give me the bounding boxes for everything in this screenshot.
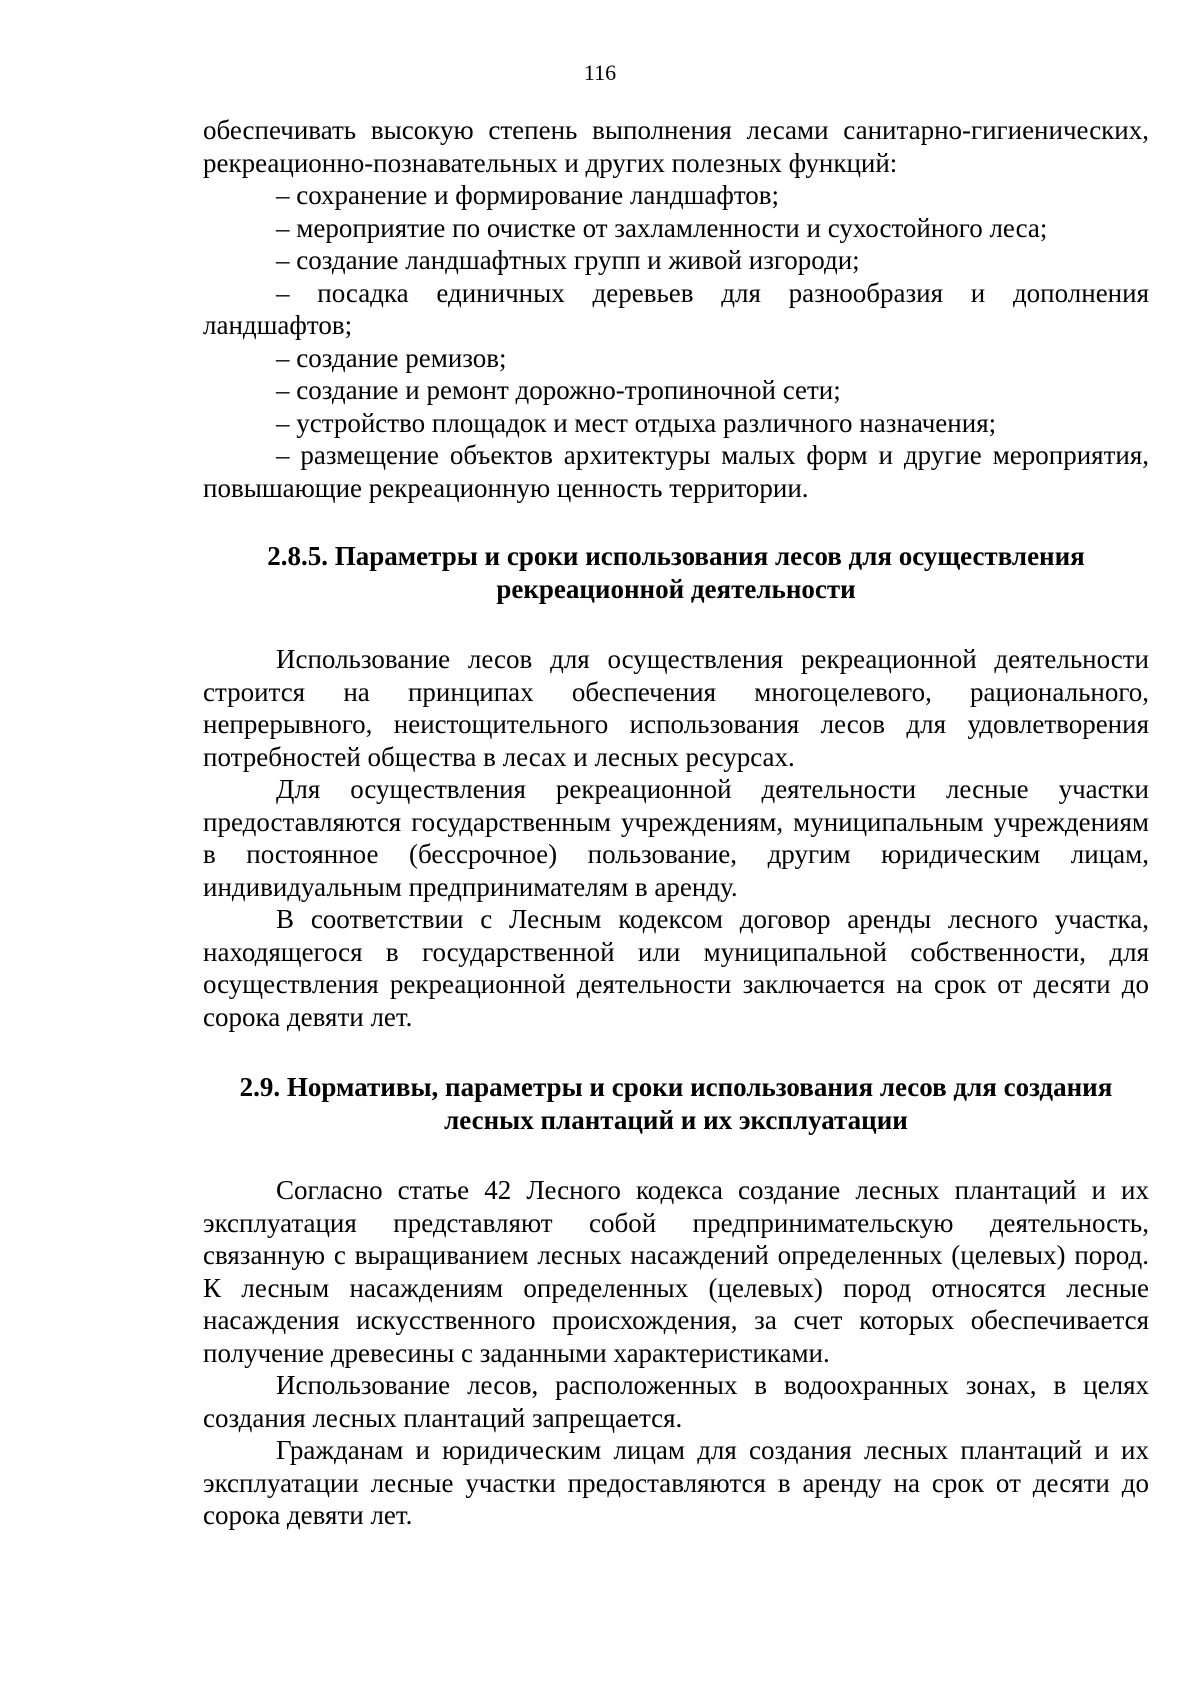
section-heading-2-8-5 [203,540,1149,605]
list-item: – посадка единичных деревьев для разнообразия и дополнения ландшафтов; [203,277,1149,340]
measures-list [203,179,1149,504]
list-item: – размещение объектов архитектуры малых форм и другие мероприятия, повышающие рекреационную ценность территории. [203,440,1149,503]
body-paragraph: Использование лесов, расположенных в водоохранных зонах, в целях создания лесных плантаций запрещается. [203,1370,1149,1433]
section-2-9-body [203,1174,1149,1532]
heading-line: 2.9. Нормативы, параметры и сроки использования лесов для создания [239,1072,1113,1102]
body-paragraph: Гражданам и юридическим лицам для создания лесных плантаций и их эксплуатации лесные участки предоставляются в аренду на срок от десяти до сорока девяти лет. [203,1435,1149,1530]
section-2-8-5-body [203,643,1149,1033]
body-paragraph: Согласно статье 42 Лесного кодекса создание лесных плантаций и их эксплуатация представляют собой предпринимательскую деятельность, связанную с выращиванием лесных насаждений определенных (целевых) пород. К лесным насаждениям определенных (целевых) пород относятся лесные насаждения искусственного происхождения, за счет которых обеспечивается получение древесины с заданными характеристиками. [203,1175,1149,1368]
section-heading-2-9 [203,1071,1149,1136]
list-item: – сохранение и формирование ландшафтов; [276,180,780,210]
body-paragraph: Для осуществления рекреационной деятельности лесные участки предоставляются государственным учреждениям, муниципальным учреждениям в постоянное (бессрочное) пользование, другим юридическим лицам, индивидуальным предпринимателям в аренду. [203,774,1149,902]
list-item: – создание и ремонт дорожно-тропиночной сети; [276,375,841,405]
list-item: – устройство площадок и мест отдыха различного назначения; [276,407,997,438]
list-item: – мероприятие по очистке от захламленности и сухостойного леса; [276,212,1048,243]
page-number: 116 [583,60,617,85]
body-paragraph: Использование лесов для осуществления рекреационной деятельности строится на принципах обеспечения многоцелевого, рационального, непрерывного, неистощительного использования лесов для удовлетворения потребностей общества в лесах и лесных ресурсах. [203,644,1149,772]
list-item: – создание ремизов; [276,342,507,373]
heading-line: лесных плантаций и их эксплуатации [444,1104,908,1135]
heading-line: рекреационной деятельности [496,573,856,604]
list-item: – создание ландшафтных групп и живой изгороди; [276,245,860,275]
intro-paragraph: обеспечивать высокую степень выполнения лесами санитарно-гигиенических, рекреационно-познавательных и других полезных функций: [203,115,1149,178]
page-content [203,114,1149,1532]
body-paragraph: В соответствии с Лесным кодексом договор аренды лесного участка, находящегося в государственной или муниципальной собственности, для осуществления рекреационной деятельности заключается на срок от десяти до сорока девяти лет. [203,904,1149,1032]
heading-line: 2.8.5. Параметры и сроки использования лесов для осуществления [267,541,1085,571]
